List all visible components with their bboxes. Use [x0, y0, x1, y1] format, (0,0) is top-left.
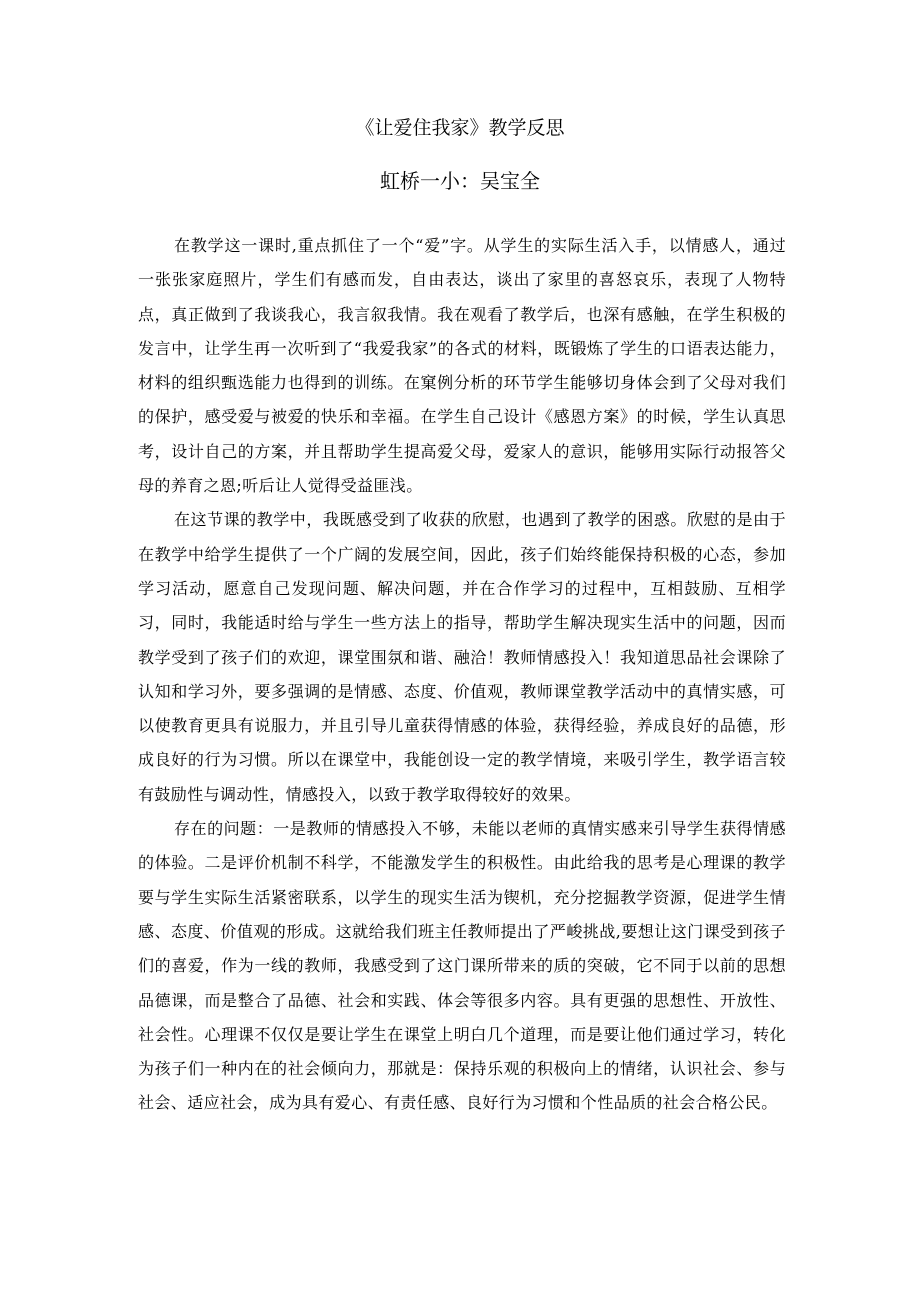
- document-body: [138, 229, 786, 1121]
- paragraph-2: 在这节课的教学中，我既感受到了收获的欣慰，也遇到了教学的困惑。欣慰的是由于在教学中给学生提供了一个广阔的发展空间，因此，孩子们始终能保持积极的心态，参加学习活动，愿意自己发现问题、解决问题，并在合作学习的过程中，互相鼓励、互相学习，同时，我能适时给与学生一些方法上的指导，帮助学生解决现实生活中的问题，因而教学受到了孩子们的欢迎，课堂围氛和谐、融洽！教师情感投入！我知道思品社会课除了认知和学习外，要多强调的是情感、态度、价值观，教师课堂教学活动中的真情实感，可以使教育更具有说服力，并且引导儿童获得情感的体验，获得经验，养成良好的品德，形成良好的行为习惯。所以在课堂中，我能创设一定的教学情境，来吸引学生，教学语言较有鼓励性与调动性，情感投入，以致于教学取得较好的效果。: [138, 510, 786, 804]
- paragraph-1: 在教学这一课时,重点抓住了一个“爱”字。从学生的实际生活入手，以情感人，通过一张张家庭照片，学生们有感而发，自由表达，谈出了家里的喜怒哀乐，表现了人物特点，真正做到了我谈我心，我言叙我情。我在观看了教学后，也深有感触，在学生积极的发言中，让学生再一次听到了“我爱我家”的各式的材料，既锻炼了学生的口语表达能力，材料的组织甄选能力也得到的训练。在窠例分析的环节学生能够切身体会到了父母对我们的保护，感受爱与被爱的快乐和幸福。在学生自己设计《感恩方案》的时候，学生认真思考，设计自己的方案，并且帮助学生提高爱父母，爱家人的意识，能够用实际行动报答父母的养育之恩;听后让人觉得受益匪浅。: [138, 236, 786, 496]
- paragraph-3: 存在的问题：一是教师的情感投入不够，未能以老师的真情实感来引导学生获得情感的体验。二是评价机制不科学，不能激发学生的积极性。由此给我的思考是心理课的教学要与学生实际生活紧密联系，以学生的现实生活为锲机，充分挖掘教学资源，促进学生情感、态度、价值观的形成。这就给我们班主任教师提出了严峻挑战,要想让这门课受到孩子们的喜爱，作为一线的教师，我感受到了这门课所带来的质的突破，它不同于以前的思想品德课，而是整合了品德、社会和实践、体会等很多内容。具有更强的思想性、开放性、社会性。心理课不仅仅是要让学生在课堂上明白几个道理，而是要让他们通过学习，转化为孩子们一种内在的社会倾向力，那就是：保持乐观的积极向上的情绪，认识社会、参与社会、适应社会，成为具有爱心、有责任感、良好行为习惯和个性品质的社会合格公民。: [138, 819, 786, 1113]
- document-title: 《让爱住我家》教学反思: [355, 117, 565, 139]
- document-author: 虹桥一小：吴宝全: [380, 169, 540, 193]
